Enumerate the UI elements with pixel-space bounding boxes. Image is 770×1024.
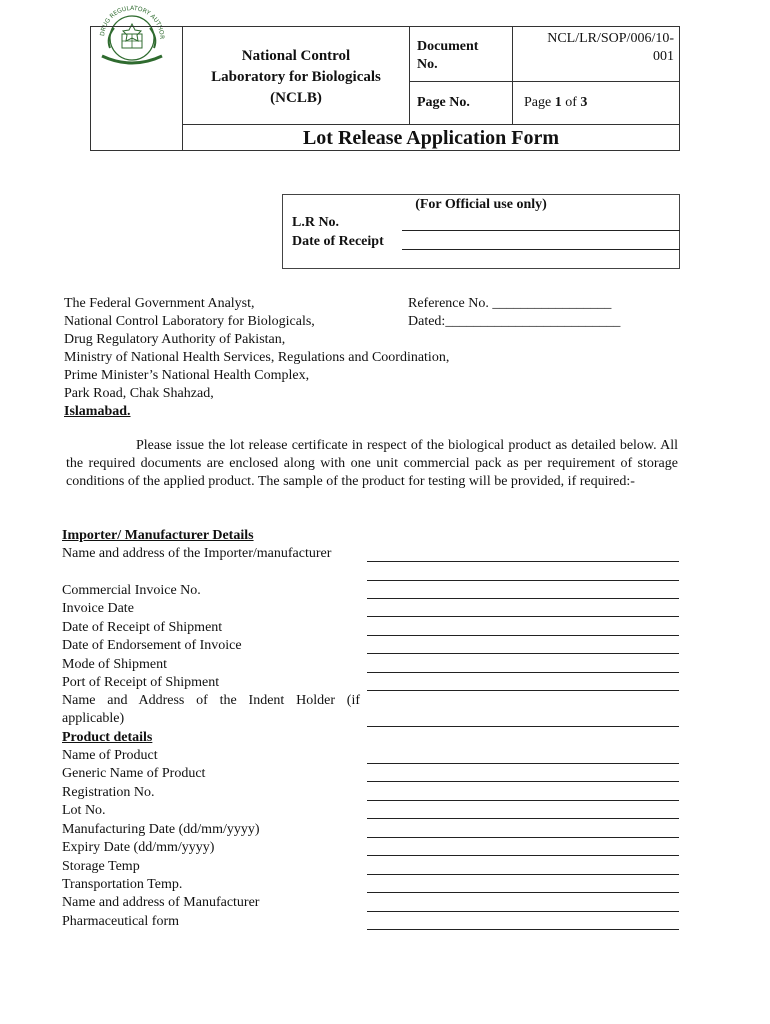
product-name-field[interactable]	[367, 763, 679, 764]
address-line: Ministry of National Health Services, Regulations and Coordination,	[64, 350, 450, 365]
pharmaceutical-form-field[interactable]	[367, 929, 679, 930]
official-use-heading	[282, 197, 680, 213]
importer-name-address-field[interactable]	[367, 561, 679, 562]
header-divider	[409, 81, 680, 82]
reference-no-field[interactable]: Reference No. _________________	[408, 296, 612, 311]
header-divider	[409, 26, 410, 124]
field-label: Registration No.	[62, 785, 155, 800]
doc-no-label-2: No.	[417, 57, 438, 72]
commercial-invoice-field[interactable]	[367, 598, 679, 599]
addressee-block	[64, 295, 449, 421]
importer-section-heading: Importer/ Manufacturer Details	[62, 528, 254, 543]
dated-field[interactable]: Dated:_________________________	[408, 314, 621, 329]
org-line-1: National Control	[241, 48, 351, 64]
storage-temp-field[interactable]	[367, 874, 679, 875]
page-number	[524, 95, 587, 111]
address-line: Drug Regulatory Authority of Pakistan,	[64, 332, 286, 347]
form-title: Lot Release Application Form	[302, 127, 560, 149]
field-label: Storage Temp	[62, 859, 140, 874]
field-label: Date of Receipt of Shipment	[62, 620, 223, 635]
port-of-receipt-field[interactable]	[367, 690, 679, 691]
logo-text: DRUG REGULATORY AUTHOR	[99, 4, 166, 40]
document-no-value	[514, 30, 674, 66]
field-label: Date of Endorsement of Invoice	[62, 638, 242, 653]
lot-no-field[interactable]	[367, 818, 679, 819]
field-label: Mode of Shipment	[62, 657, 167, 672]
address-line: The Federal Government Analyst,	[64, 296, 255, 311]
field-label: Generic Name of Product	[62, 766, 206, 781]
invoice-date-field[interactable]	[367, 616, 679, 617]
manufacturing-date-field[interactable]	[367, 837, 679, 838]
reference-block	[408, 295, 620, 331]
field-label: Lot No.	[62, 803, 106, 818]
page-of: of	[565, 95, 577, 110]
header-divider	[512, 26, 513, 124]
page-no-label: Page No.	[417, 95, 470, 110]
field-label: Pharmaceutical form	[62, 914, 180, 929]
lr-no-field[interactable]	[402, 230, 680, 231]
address-line: Park Road, Chak Shahzad,	[64, 386, 214, 401]
receipt-of-shipment-field[interactable]	[367, 635, 679, 636]
doc-no-label-1: Document	[417, 39, 479, 54]
field-label: Commercial Invoice No.	[62, 583, 201, 598]
expiry-date-field[interactable]	[367, 855, 679, 856]
header-divider	[182, 124, 680, 125]
date-of-receipt-field[interactable]	[402, 249, 680, 250]
page-word: Page	[524, 95, 552, 110]
manufacturer-address-field[interactable]	[367, 911, 679, 912]
indent-holder-line-1: Name and Address of the Indent Holder (if	[62, 693, 360, 708]
field-label: Transportation Temp.	[62, 877, 183, 892]
indent-holder-field[interactable]	[367, 726, 679, 727]
doc-no-value-2: 001	[653, 49, 674, 64]
document-no-label	[417, 38, 478, 74]
registration-no-field[interactable]	[367, 800, 679, 801]
org-line-2: Laboratory for Biologicals	[211, 69, 381, 85]
indent-holder-line-2: applicable)	[62, 711, 125, 726]
generic-name-field[interactable]	[367, 781, 679, 782]
importer-name-address-field[interactable]	[367, 580, 679, 581]
doc-no-value-1: NCL/LR/SOP/006/10-	[547, 31, 674, 46]
official-use-heading-text: (For Official use only)	[415, 197, 547, 212]
field-label: Port of Receipt of Shipment	[62, 675, 220, 690]
page-total: 3	[580, 95, 588, 110]
request-paragraph: Please issue the lot release certificate in respect of the biological product as detailed below. All the required documents are enclosed along with one unit commercial pack as per requirement of storage conditions of the applied product. The sample of the product for testing will be provided, if required:-	[66, 438, 678, 489]
indent-holder-label	[62, 692, 360, 728]
lr-no-label: L.R No.	[292, 215, 340, 230]
address-line: Prime Minister’s National Health Complex,	[64, 368, 310, 383]
field-label: Expiry Date (dd/mm/yyyy)	[62, 840, 215, 855]
endorsement-date-field[interactable]	[367, 653, 679, 654]
mode-of-shipment-field[interactable]	[367, 672, 679, 673]
address-line: National Control Laboratory for Biologicals,	[64, 314, 315, 329]
field-label: Name of Product	[62, 748, 158, 763]
address-city: Islamabad.	[64, 404, 131, 419]
transportation-temp-field[interactable]	[367, 892, 679, 893]
org-line-3: (NCLB)	[270, 90, 322, 106]
page-current: 1	[554, 95, 562, 110]
importer-name-address-label: Name and address of the Importer/manufacturer	[62, 546, 332, 561]
field-label: Manufacturing Date (dd/mm/yyyy)	[62, 822, 260, 837]
field-label: Name and address of Manufacturer	[62, 895, 260, 910]
organization-name	[186, 46, 406, 109]
product-section-heading: Product details	[62, 730, 153, 745]
date-of-receipt-label: Date of Receipt	[292, 234, 384, 249]
field-label: Invoice Date	[62, 601, 134, 616]
